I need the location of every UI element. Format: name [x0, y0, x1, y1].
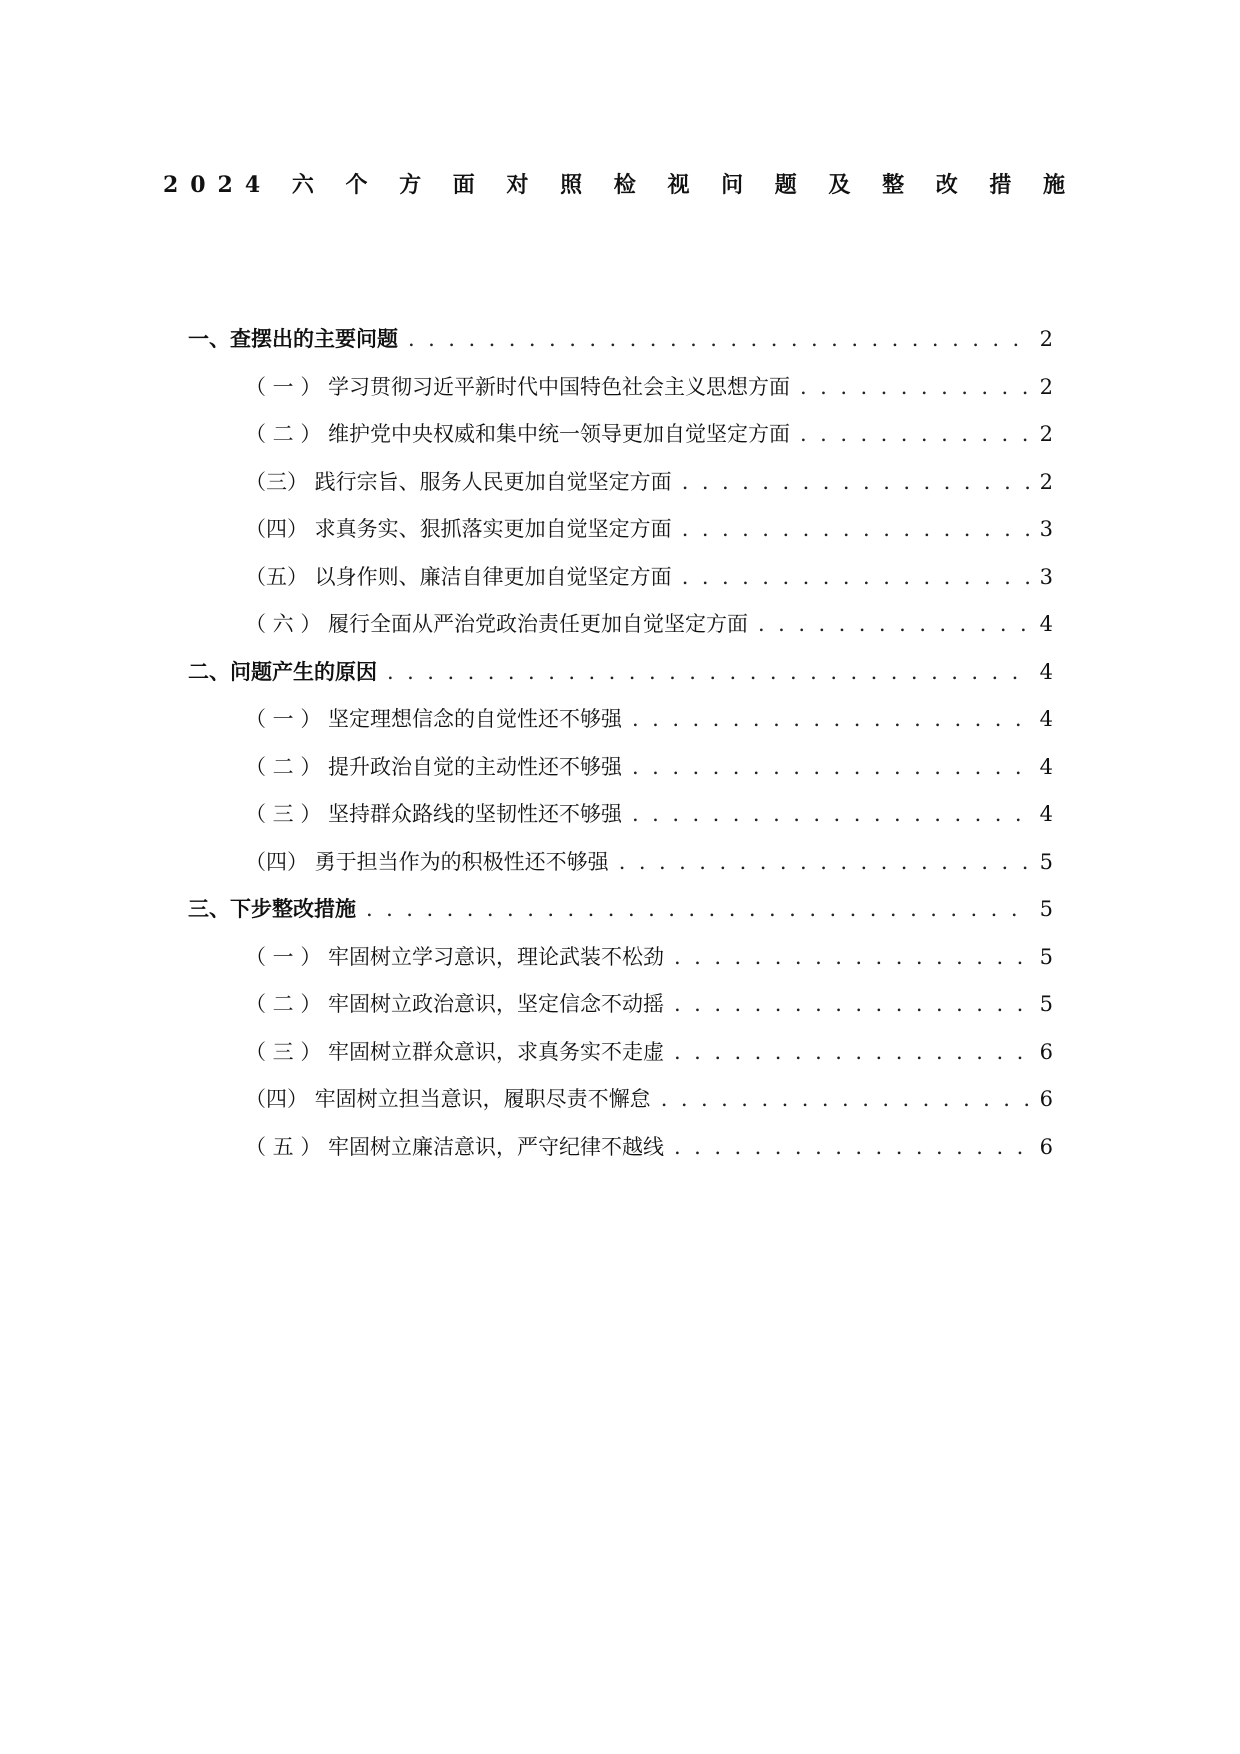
- toc-entry-text: 一、查摆出的主要问题: [188, 327, 398, 351]
- toc-entry-text: 三、下步整改措施: [188, 897, 356, 921]
- toc-subsection-entry[interactable]: [188, 609, 1053, 657]
- toc-subsection-entry[interactable]: [188, 847, 1053, 895]
- toc-entry-text: （四） 牢固树立担当意识，履职尽责不懈怠: [245, 1087, 651, 1111]
- toc-subsection-entry[interactable]: [188, 704, 1053, 752]
- toc-section-entry[interactable]: [188, 894, 1053, 942]
- toc-page-number: 4: [1039, 802, 1053, 826]
- table-of-contents: [188, 324, 1053, 1179]
- toc-page-number: 4: [1039, 612, 1053, 636]
- toc-entry-text: （ 六 ） 履行全面从严治党政治责任更加自觉坚定方面: [245, 612, 749, 636]
- toc-page-number: 2: [1039, 327, 1053, 351]
- toc-subsection-entry[interactable]: [188, 419, 1053, 467]
- toc-leader-dots: [632, 704, 1033, 734]
- toc-subsection-entry[interactable]: [188, 514, 1053, 562]
- toc-page-number: 6: [1039, 1039, 1053, 1064]
- toc-entry-text: （ 二 ） 提升政治自觉的主动性还不够强: [245, 754, 623, 779]
- toc-leader-dots: [800, 419, 1033, 449]
- toc-subsection-entry[interactable]: [188, 1132, 1053, 1180]
- toc-entry-text: （ 二 ） 牢固树立政治意识，坚定信念不动摇: [245, 992, 665, 1016]
- toc-page-number: 5: [1039, 849, 1053, 874]
- toc-leader-dots: [682, 562, 1033, 592]
- toc-entry-text: （ 五 ） 牢固树立廉洁意识，严守纪律不越线: [245, 1134, 665, 1159]
- toc-subsection-entry[interactable]: [188, 467, 1053, 515]
- document-title: 2024 六 个 方 面 对 照 检 视 问 题 及 整 改 措 施: [162, 172, 1078, 198]
- toc-subsection-entry[interactable]: [188, 1037, 1053, 1085]
- toc-leader-dots: [619, 847, 1033, 877]
- toc-leader-dots: [661, 1084, 1033, 1114]
- toc-section-entry[interactable]: [188, 657, 1053, 705]
- toc-leader-dots: [366, 894, 1033, 924]
- toc-page-number: 2: [1039, 469, 1053, 494]
- toc-entry-text: （ 二 ） 维护党中央权威和集中统一领导更加自觉坚定方面: [245, 422, 791, 446]
- toc-entry-text: （ 一 ） 学习贯彻习近平新时代中国特色社会主义思想方面: [245, 374, 791, 399]
- toc-page-number: 3: [1039, 564, 1053, 589]
- toc-page-number: 4: [1039, 659, 1053, 684]
- toc-page-number: 5: [1039, 897, 1053, 921]
- toc-subsection-entry[interactable]: [188, 562, 1053, 610]
- toc-leader-dots: [682, 514, 1033, 544]
- toc-entry-text: （四） 求真务实、狠抓落实更加自觉坚定方面: [245, 517, 672, 541]
- toc-subsection-entry[interactable]: [188, 942, 1053, 990]
- toc-leader-dots: [674, 989, 1033, 1019]
- toc-leader-dots: [800, 372, 1033, 402]
- toc-page-number: 4: [1039, 754, 1053, 779]
- toc-subsection-entry[interactable]: [188, 799, 1053, 847]
- toc-entry-text: （四） 勇于担当作为的积极性还不够强: [245, 849, 609, 874]
- toc-page-number: 5: [1039, 992, 1053, 1016]
- toc-leader-dots: [674, 1037, 1033, 1067]
- toc-subsection-entry[interactable]: [188, 372, 1053, 420]
- toc-page-number: 5: [1039, 944, 1053, 969]
- toc-subsection-entry[interactable]: [188, 752, 1053, 800]
- toc-leader-dots: [387, 657, 1033, 687]
- toc-leader-dots: [682, 467, 1033, 497]
- toc-page-number: 2: [1039, 374, 1053, 399]
- toc-entry-text: （五） 以身作则、廉洁自律更加自觉坚定方面: [245, 564, 672, 589]
- toc-leader-dots: [674, 942, 1033, 972]
- toc-entry-text: 二、问题产生的原因: [188, 659, 377, 684]
- toc-entry-text: （ 一 ） 牢固树立学习意识，理论武装不松劲: [245, 944, 665, 969]
- toc-entry-text: （ 三 ） 牢固树立群众意识，求真务实不走虚: [245, 1039, 665, 1064]
- toc-subsection-entry[interactable]: [188, 1084, 1053, 1132]
- toc-page-number: 3: [1039, 517, 1053, 541]
- toc-leader-dots: [632, 752, 1033, 782]
- toc-page-number: 2: [1039, 422, 1053, 446]
- toc-leader-dots: [758, 609, 1033, 639]
- toc-leader-dots: [408, 324, 1033, 354]
- toc-page-number: 6: [1039, 1134, 1053, 1159]
- toc-leader-dots: [674, 1132, 1033, 1162]
- toc-entry-text: （ 三 ） 坚持群众路线的坚韧性还不够强: [245, 802, 623, 826]
- toc-page-number: 4: [1039, 707, 1053, 731]
- toc-entry-text: （三） 践行宗旨、服务人民更加自觉坚定方面: [245, 469, 672, 494]
- toc-entry-text: （ 一 ） 坚定理想信念的自觉性还不够强: [245, 707, 623, 731]
- toc-subsection-entry[interactable]: [188, 989, 1053, 1037]
- toc-page-number: 6: [1039, 1087, 1053, 1111]
- toc-section-entry[interactable]: [188, 324, 1053, 372]
- toc-leader-dots: [632, 799, 1033, 829]
